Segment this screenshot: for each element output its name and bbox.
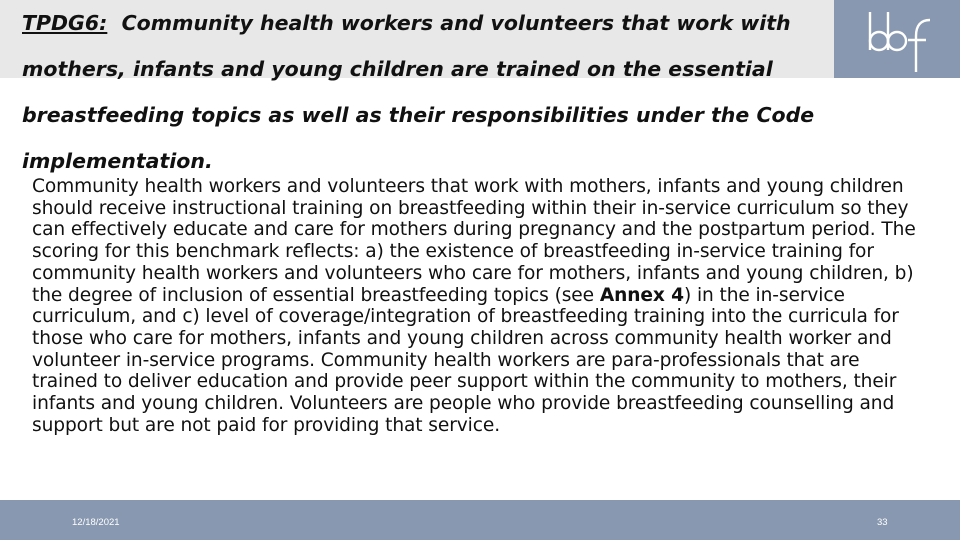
body-text-1: Community health workers and volunteers that work with mothers, infants and young children should receive instructional training on breastfeeding within their in-service curriculum so they can effectively educate and care for mothers during pregnancy and the postpartum period. The scoring for this benchmark reflects: a) the existence of breastfeeding in-service training for community health workers and volunteers who care for mothers, infants and young children, b) the degree of inclusion of essential breastfeeding topics (see [32, 176, 916, 306]
body-text-2: ) in the in-service curriculum, and c) level of coverage/integration of breastfeeding training into the curricula for those who care for mothers, infants and young children across community health worker and volunteer in-service programs. Community health workers are para-professionals that are trained to deliver education and provide peer support within the community to mothers, their infants and young children. Volunteers are people who provide breastfeeding counselling and support but are not paid for providing that service. [32, 284, 899, 436]
annex-reference: Annex 4 [599, 284, 684, 306]
footer-bar [0, 500, 960, 540]
body-paragraph [32, 176, 922, 436]
bbf-logo-icon [864, 6, 934, 72]
title-text: Community health workers and volunteers that work with mothers, infants and young children are trained on the essential breastfeeding topics as well as their responsibilities under the Code implementation. [22, 11, 815, 173]
logo [834, 0, 960, 78]
page-number: 33 [877, 517, 888, 528]
benchmark-code: TPDG6: [22, 11, 108, 35]
slide-title [22, 0, 832, 184]
footer-date: 12/18/2021 [72, 517, 120, 528]
